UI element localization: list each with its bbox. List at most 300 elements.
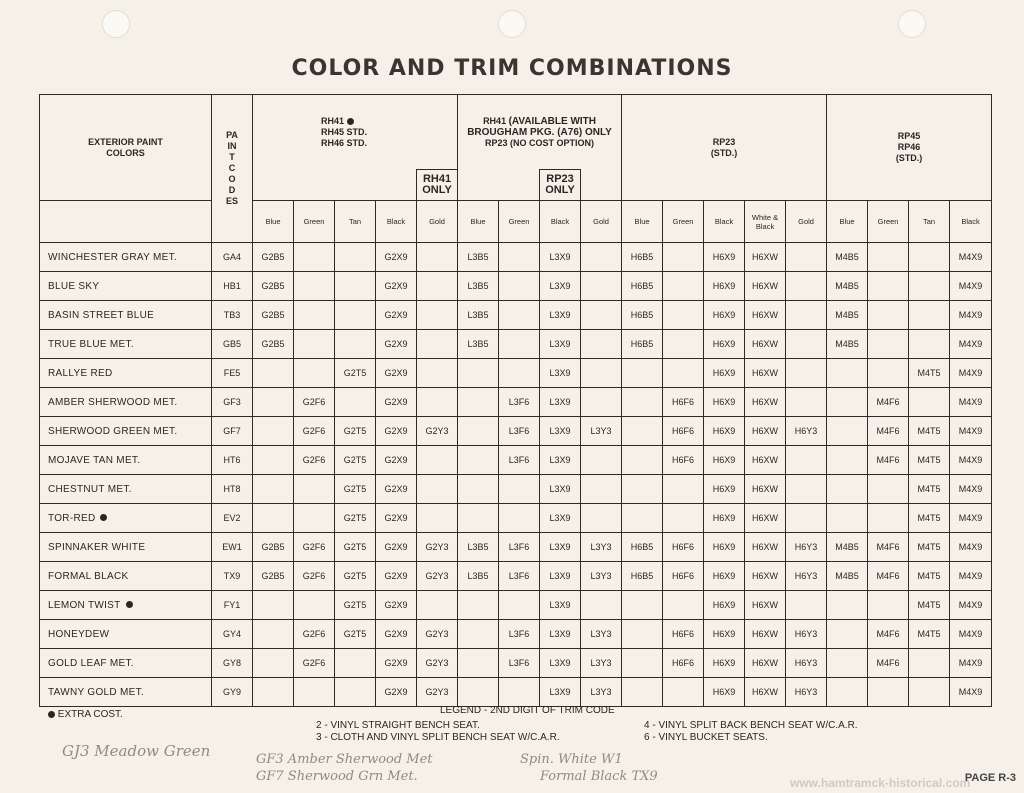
trim-code-cell: H6X9	[704, 504, 745, 533]
trim-code-cell: L3X9	[540, 272, 581, 301]
trim-code-cell: G2Y3	[417, 562, 458, 591]
trim-code-cell: L3X9	[540, 562, 581, 591]
legend-item: 2 - VINYL STRAIGHT BENCH SEAT.	[316, 720, 480, 731]
handwritten-note: GJ3 Meadow Green	[62, 742, 211, 760]
trim-code-cell: H6Y3	[786, 562, 827, 591]
trim-code-cell: H6XW	[745, 620, 786, 649]
trim-code-cell	[909, 330, 950, 359]
paint-code: GY8	[212, 649, 253, 678]
trim-code-cell	[417, 330, 458, 359]
column-header: Black	[376, 201, 417, 243]
trim-code-cell	[417, 272, 458, 301]
trim-code-cell	[458, 678, 499, 707]
trim-code-cell	[499, 475, 540, 504]
table-row	[40, 417, 992, 446]
legend-title: LEGEND - 2ND DIGIT OF TRIM CODE	[440, 705, 615, 716]
trim-code-cell	[786, 301, 827, 330]
trim-code-cell	[909, 243, 950, 272]
trim-code-cell: H6F6	[663, 649, 704, 678]
table-row	[40, 649, 992, 678]
trim-code-cell	[499, 359, 540, 388]
trim-code-cell	[335, 649, 376, 678]
paint-code: GA4	[212, 243, 253, 272]
trim-code-cell: L3X9	[540, 475, 581, 504]
trim-code-cell: G2F6	[294, 417, 335, 446]
trim-code-cell: G2F6	[294, 620, 335, 649]
trim-code-cell: G2F6	[294, 562, 335, 591]
table-row	[40, 678, 992, 707]
trim-code-cell: M4T5	[909, 417, 950, 446]
trim-code-cell	[622, 417, 663, 446]
trim-code-cell: H6XW	[745, 272, 786, 301]
trim-code-cell: M4X9	[950, 272, 992, 301]
trim-code-cell	[786, 330, 827, 359]
trim-code-cell: M4X9	[950, 301, 992, 330]
trim-code-cell	[909, 388, 950, 417]
handwritten-note: GF3 Amber Sherwood Met	[256, 752, 433, 767]
color-name: FORMAL BLACK	[40, 562, 212, 591]
trim-code-cell	[499, 678, 540, 707]
paint-code: TB3	[212, 301, 253, 330]
trim-code-cell	[294, 243, 335, 272]
trim-code-cell: M4X9	[950, 504, 992, 533]
trim-code-cell	[827, 591, 868, 620]
handwritten-note: GF7 Sherwood Grn Met.	[256, 769, 418, 784]
trim-code-cell: H6B5	[622, 272, 663, 301]
trim-code-cell	[294, 678, 335, 707]
trim-code-cell: H6X9	[704, 475, 745, 504]
trim-code-cell: M4F6	[868, 446, 909, 475]
trim-code-cell	[868, 243, 909, 272]
trim-code-cell: L3B5	[458, 272, 499, 301]
trim-code-cell	[458, 359, 499, 388]
trim-code-cell: M4X9	[950, 533, 992, 562]
page-title: COLOR AND TRIM COMBINATIONS	[291, 56, 733, 81]
trim-code-cell	[663, 359, 704, 388]
trim-code-cell: H6XW	[745, 301, 786, 330]
trim-code-cell	[458, 475, 499, 504]
trim-code-cell	[827, 678, 868, 707]
trim-code-cell	[622, 591, 663, 620]
trim-code-cell	[827, 649, 868, 678]
rp23-only-subheader: RP23 ONLY	[540, 170, 581, 201]
trim-code-cell	[417, 475, 458, 504]
trim-code-cell: G2T5	[335, 417, 376, 446]
color-name: AMBER SHERWOOD MET.	[40, 388, 212, 417]
trim-code-cell	[827, 388, 868, 417]
trim-code-cell	[909, 649, 950, 678]
trim-code-cell	[827, 417, 868, 446]
trim-code-cell	[827, 475, 868, 504]
trim-code-cell: L3Y3	[581, 649, 622, 678]
trim-code-cell	[458, 620, 499, 649]
trim-code-cell: M4X9	[950, 359, 992, 388]
trim-code-cell: L3F6	[499, 649, 540, 678]
trim-code-cell: L3X9	[540, 330, 581, 359]
column-header: Tan	[335, 201, 376, 243]
trim-code-cell: H6F6	[663, 562, 704, 591]
trim-code-cell: L3Y3	[581, 678, 622, 707]
trim-code-cell	[253, 649, 294, 678]
trim-code-cell	[294, 475, 335, 504]
trim-code-cell: G2T5	[335, 359, 376, 388]
trim-code-cell	[499, 243, 540, 272]
trim-code-cell: M4X9	[950, 591, 992, 620]
trim-code-cell: G2X9	[376, 417, 417, 446]
trim-code-cell	[581, 388, 622, 417]
trim-code-cell	[868, 330, 909, 359]
trim-code-cell: H6XW	[745, 504, 786, 533]
paint-code: GB5	[212, 330, 253, 359]
color-name: TOR-RED	[40, 504, 212, 533]
trim-code-cell	[868, 272, 909, 301]
trim-code-cell: G2Y3	[417, 620, 458, 649]
trim-code-cell: L3B5	[458, 562, 499, 591]
trim-code-cell: H6B5	[622, 562, 663, 591]
paint-code: GF7	[212, 417, 253, 446]
trim-code-cell: L3F6	[499, 446, 540, 475]
trim-code-cell: G2T5	[335, 504, 376, 533]
trim-code-cell	[581, 272, 622, 301]
trim-code-cell	[417, 388, 458, 417]
trim-code-cell	[827, 504, 868, 533]
trim-code-cell: L3B5	[458, 330, 499, 359]
trim-code-cell: H6XW	[745, 388, 786, 417]
extra-cost-dot	[100, 514, 107, 521]
trim-code-cell: H6XW	[745, 649, 786, 678]
trim-code-cell: M4F6	[868, 620, 909, 649]
trim-code-cell	[868, 475, 909, 504]
trim-code-cell	[499, 504, 540, 533]
trim-code-cell	[581, 301, 622, 330]
trim-code-cell	[335, 301, 376, 330]
trim-code-cell: M4X9	[950, 330, 992, 359]
column-header: Black	[704, 201, 745, 243]
trim-code-cell: G2F6	[294, 446, 335, 475]
trim-code-cell	[663, 330, 704, 359]
legend-item: 3 - CLOTH AND VINYL SPLIT BENCH SEAT W/C.A.R.	[316, 732, 560, 743]
trim-code-cell	[417, 591, 458, 620]
trim-code-cell: H6X9	[704, 330, 745, 359]
paint-codes-header: PAINT CODES	[212, 95, 253, 243]
column-header: Blue	[253, 201, 294, 243]
trim-code-cell: G2X9	[376, 504, 417, 533]
trim-code-cell: H6F6	[663, 446, 704, 475]
trim-code-cell: M4T5	[909, 562, 950, 591]
trim-code-cell	[663, 301, 704, 330]
legend-item: 4 - VINYL SPLIT BACK BENCH SEAT W/C.A.R.	[644, 720, 858, 731]
trim-code-cell	[458, 504, 499, 533]
trim-code-cell: L3X9	[540, 504, 581, 533]
trim-code-cell	[499, 301, 540, 330]
trim-code-cell: M4T5	[909, 359, 950, 388]
trim-code-cell: L3X9	[540, 417, 581, 446]
trim-code-cell	[663, 272, 704, 301]
color-name: LEMON TWIST	[40, 591, 212, 620]
trim-code-cell	[868, 504, 909, 533]
trim-code-cell	[868, 301, 909, 330]
trim-code-cell	[663, 504, 704, 533]
trim-code-cell: H6XW	[745, 678, 786, 707]
trim-code-cell: G2T5	[335, 475, 376, 504]
trim-code-cell	[458, 417, 499, 446]
trim-code-cell: L3F6	[499, 562, 540, 591]
trim-code-cell	[417, 359, 458, 388]
trim-code-cell	[294, 301, 335, 330]
handwritten-note: Spin. White W1	[520, 752, 623, 767]
trim-code-cell: M4F6	[868, 533, 909, 562]
trim-code-cell: G2Y3	[417, 533, 458, 562]
table-row	[40, 359, 992, 388]
trim-code-cell	[827, 359, 868, 388]
column-header: Gold	[581, 201, 622, 243]
trim-code-cell: G2X9	[376, 388, 417, 417]
trim-code-cell: G2B5	[253, 301, 294, 330]
trim-code-cell: L3Y3	[581, 417, 622, 446]
trim-code-cell: M4X9	[950, 649, 992, 678]
trim-code-cell: H6B5	[622, 301, 663, 330]
trim-code-cell	[786, 388, 827, 417]
trim-code-cell	[581, 359, 622, 388]
table-row	[40, 533, 992, 562]
trim-code-cell: G2T5	[335, 620, 376, 649]
trim-code-cell: H6X9	[704, 388, 745, 417]
column-header: Green	[663, 201, 704, 243]
trim-code-cell	[294, 591, 335, 620]
trim-code-cell: H6X9	[704, 649, 745, 678]
trim-code-cell: G2X9	[376, 533, 417, 562]
trim-code-cell: L3X9	[540, 446, 581, 475]
trim-code-cell	[786, 504, 827, 533]
color-name: TAWNY GOLD MET.	[40, 678, 212, 707]
trim-code-cell	[253, 388, 294, 417]
trim-code-cell: H6X9	[704, 591, 745, 620]
trim-code-cell: M4F6	[868, 649, 909, 678]
trim-code-cell: L3Y3	[581, 533, 622, 562]
trim-code-cell	[581, 446, 622, 475]
trim-code-cell	[827, 446, 868, 475]
binder-hole	[898, 10, 926, 38]
trim-code-cell: L3F6	[499, 620, 540, 649]
trim-code-cell: L3Y3	[581, 620, 622, 649]
trim-code-cell: M4B5	[827, 301, 868, 330]
table-row	[40, 243, 992, 272]
column-header: White & Black	[745, 201, 786, 243]
paint-code: HT6	[212, 446, 253, 475]
rh41-only-subheader: RH41 ONLY	[417, 170, 458, 201]
extra-cost-note: EXTRA COST.	[48, 709, 123, 720]
trim-code-cell: G2T5	[335, 446, 376, 475]
trim-code-cell: M4B5	[827, 243, 868, 272]
trim-code-cell: M4X9	[950, 388, 992, 417]
color-name: SHERWOOD GREEN MET.	[40, 417, 212, 446]
rp45-group-header: RP45 RP46 (STD.)	[827, 95, 992, 201]
paint-code: GY4	[212, 620, 253, 649]
table-row	[40, 504, 992, 533]
trim-code-cell: M4T5	[909, 620, 950, 649]
trim-code-cell: G2X9	[376, 446, 417, 475]
trim-code-cell: G2F6	[294, 649, 335, 678]
trim-code-cell: M4X9	[950, 446, 992, 475]
trim-code-cell: M4X9	[950, 243, 992, 272]
trim-code-cell: H6XW	[745, 359, 786, 388]
trim-code-cell: G2F6	[294, 533, 335, 562]
trim-code-cell: G2F6	[294, 388, 335, 417]
table-row	[40, 388, 992, 417]
trim-code-cell	[253, 591, 294, 620]
trim-code-cell	[253, 359, 294, 388]
trim-code-cell	[663, 475, 704, 504]
trim-code-cell: M4F6	[868, 388, 909, 417]
trim-code-cell: G2Y3	[417, 417, 458, 446]
table-row	[40, 272, 992, 301]
trim-code-cell: L3B5	[458, 243, 499, 272]
trim-code-cell	[663, 678, 704, 707]
trim-code-cell	[868, 359, 909, 388]
trim-code-cell: H6X9	[704, 678, 745, 707]
color-name: MOJAVE TAN MET.	[40, 446, 212, 475]
trim-code-cell: G2X9	[376, 301, 417, 330]
trim-code-cell: H6XW	[745, 446, 786, 475]
trim-code-cell: M4F6	[868, 417, 909, 446]
trim-code-cell: H6X9	[704, 417, 745, 446]
column-header: Gold	[417, 201, 458, 243]
trim-code-cell	[253, 417, 294, 446]
trim-code-cell	[663, 243, 704, 272]
trim-code-cell: H6B5	[622, 533, 663, 562]
trim-code-cell: L3B5	[458, 301, 499, 330]
trim-code-cell: L3X9	[540, 301, 581, 330]
table-row	[40, 591, 992, 620]
trim-code-cell	[417, 301, 458, 330]
column-header: Green	[294, 201, 335, 243]
trim-code-cell	[622, 359, 663, 388]
trim-code-cell	[253, 504, 294, 533]
paint-code: EV2	[212, 504, 253, 533]
rp23-group-header: RP23 (STD.)	[622, 95, 827, 201]
trim-code-cell: G2B5	[253, 533, 294, 562]
trim-code-cell	[253, 678, 294, 707]
watermark: www.hamtramck-historical.com	[790, 776, 971, 790]
table-row	[40, 562, 992, 591]
paint-code: EW1	[212, 533, 253, 562]
binder-hole	[102, 10, 130, 38]
color-name: GOLD LEAF MET.	[40, 649, 212, 678]
paint-code: FY1	[212, 591, 253, 620]
trim-code-cell: H6X9	[704, 301, 745, 330]
trim-code-cell: H6Y3	[786, 417, 827, 446]
table-row	[40, 620, 992, 649]
table-row	[40, 301, 992, 330]
trim-code-cell	[417, 243, 458, 272]
trim-code-cell: G2B5	[253, 243, 294, 272]
trim-code-cell: G2X9	[376, 475, 417, 504]
table-row	[40, 446, 992, 475]
trim-code-cell	[581, 330, 622, 359]
trim-code-cell: H6XW	[745, 330, 786, 359]
trim-code-cell: M4F6	[868, 562, 909, 591]
trim-table	[39, 94, 992, 707]
trim-code-cell	[335, 678, 376, 707]
trim-code-cell	[499, 330, 540, 359]
trim-code-cell: H6B5	[622, 330, 663, 359]
trim-code-cell: G2X9	[376, 591, 417, 620]
trim-code-cell: M4X9	[950, 562, 992, 591]
trim-code-cell: H6F6	[663, 533, 704, 562]
trim-code-cell	[786, 272, 827, 301]
trim-code-cell: G2B5	[253, 562, 294, 591]
trim-code-cell	[335, 388, 376, 417]
trim-code-cell	[909, 678, 950, 707]
trim-code-cell: L3Y3	[581, 562, 622, 591]
trim-code-cell: G2X9	[376, 243, 417, 272]
trim-code-cell: G2Y3	[417, 649, 458, 678]
trim-code-cell: H6XW	[745, 562, 786, 591]
trim-code-cell	[294, 272, 335, 301]
trim-code-cell: M4T5	[909, 504, 950, 533]
trim-code-cell: G2X9	[376, 272, 417, 301]
trim-code-cell: H6Y3	[786, 678, 827, 707]
trim-code-cell: L3X9	[540, 359, 581, 388]
page-number: PAGE R-3	[964, 772, 1016, 784]
column-header: Gold	[786, 201, 827, 243]
trim-code-cell	[622, 649, 663, 678]
color-name: CHESTNUT MET.	[40, 475, 212, 504]
rh41-brougham-header: RH41 (AVAILABLE WITH BROUGHAM PKG. (A76) ONLY RP23 (NO COST OPTION)	[458, 95, 622, 170]
trim-code-cell: H6F6	[663, 620, 704, 649]
binder-hole	[498, 10, 526, 38]
paint-code: GY9	[212, 678, 253, 707]
trim-code-cell	[622, 620, 663, 649]
trim-code-cell	[253, 446, 294, 475]
trim-code-cell: G2B5	[253, 272, 294, 301]
trim-code-cell: H6X9	[704, 620, 745, 649]
trim-code-cell: L3X9	[540, 533, 581, 562]
color-name: WINCHESTER GRAY MET.	[40, 243, 212, 272]
column-header: Green	[499, 201, 540, 243]
trim-code-cell: G2X9	[376, 330, 417, 359]
trim-code-cell: H6F6	[663, 388, 704, 417]
column-header: Blue	[622, 201, 663, 243]
trim-code-cell: G2X9	[376, 562, 417, 591]
column-header: Black	[950, 201, 992, 243]
trim-code-cell: H6Y3	[786, 649, 827, 678]
trim-code-cell	[622, 504, 663, 533]
trim-code-cell: H6X9	[704, 446, 745, 475]
paint-code: HB1	[212, 272, 253, 301]
trim-code-cell: L3F6	[499, 388, 540, 417]
trim-code-cell	[786, 243, 827, 272]
trim-code-cell	[253, 475, 294, 504]
trim-code-cell: H6XW	[745, 591, 786, 620]
trim-code-cell: H6X9	[704, 562, 745, 591]
trim-code-cell	[335, 243, 376, 272]
trim-code-cell: L3X9	[540, 678, 581, 707]
trim-code-cell	[786, 446, 827, 475]
trim-code-cell: G2X9	[376, 359, 417, 388]
trim-code-cell: L3X9	[540, 243, 581, 272]
trim-code-cell: G2X9	[376, 678, 417, 707]
trim-code-cell	[622, 475, 663, 504]
trim-code-cell	[499, 591, 540, 620]
trim-code-cell	[622, 446, 663, 475]
trim-code-cell: H6XW	[745, 533, 786, 562]
paint-code: TX9	[212, 562, 253, 591]
trim-code-cell	[581, 475, 622, 504]
trim-code-cell	[868, 678, 909, 707]
trim-code-cell	[622, 678, 663, 707]
trim-code-cell: M4X9	[950, 678, 992, 707]
